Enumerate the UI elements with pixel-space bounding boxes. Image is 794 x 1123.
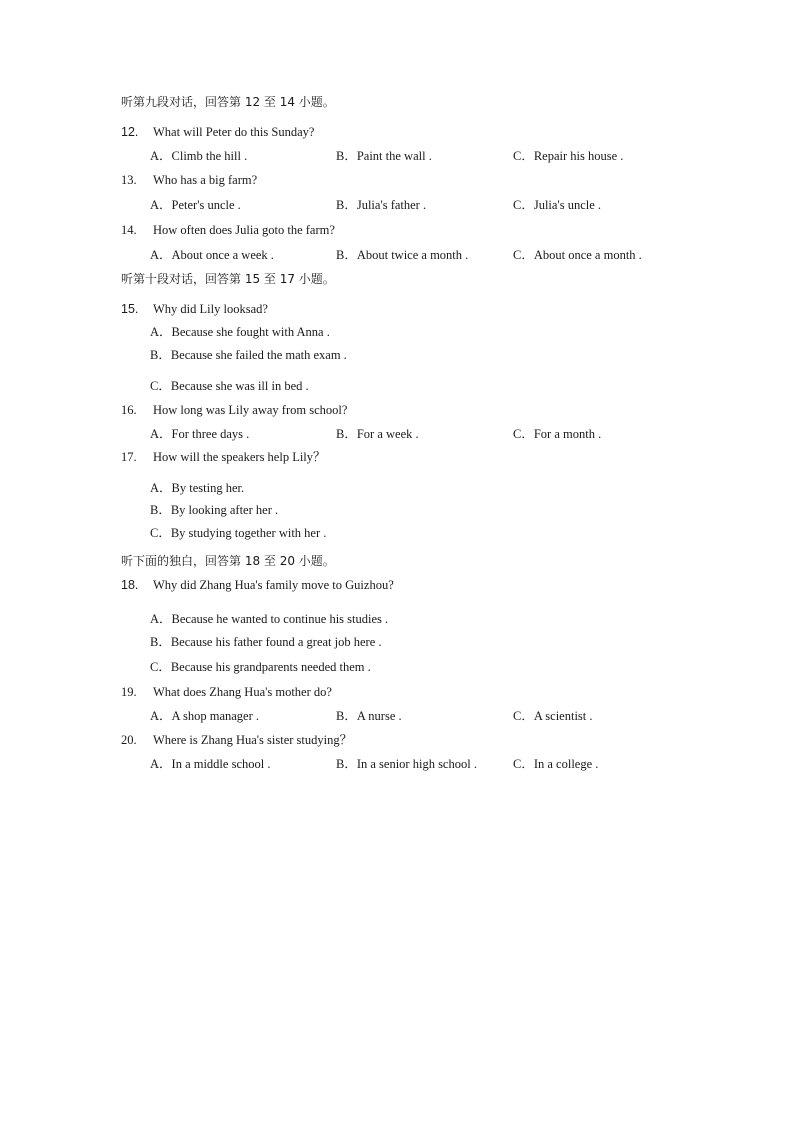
question-text: Why did Zhang Hua's family move to Guizhou? xyxy=(153,578,394,592)
option-a: A．Because he wanted to continue his studies . xyxy=(150,612,389,626)
option-b: B．A nurse . xyxy=(336,709,402,723)
option-c: C．By studying together with her . xyxy=(150,526,327,540)
option-a: A．Climb the hill . xyxy=(150,149,248,163)
option-c: C．About once a month . xyxy=(513,248,642,262)
question-number: 18. xyxy=(121,578,139,592)
option-a: A．A shop manager . xyxy=(150,709,260,723)
option-a: A．For three days . xyxy=(150,427,250,441)
question-text: How long was Lily away from school? xyxy=(153,403,348,417)
option-c: C．A scientist . xyxy=(513,709,593,723)
option-b: B．Julia's father . xyxy=(336,198,427,212)
question-text: How often does Julia goto the farm? xyxy=(153,223,335,237)
option-b: B．Because she failed the math exam . xyxy=(150,348,347,362)
option-c: C．In a college . xyxy=(513,757,599,771)
question-text: What does Zhang Hua's mother do? xyxy=(153,685,332,699)
question-number: 17. xyxy=(121,450,137,464)
question-number: 15. xyxy=(121,302,139,316)
option-b: B．By looking after her . xyxy=(150,503,279,517)
question-text: How will the speakers help Lily？ xyxy=(153,450,326,464)
section-heading: 听第九段对话，回答第 12 至 14 小题。 xyxy=(121,95,335,109)
section-heading: 听下面的独白，回答第 18 至 20 小题。 xyxy=(121,554,335,568)
option-c: C．Because his grandparents needed them . xyxy=(150,660,371,674)
question-text: What will Peter do this Sunday? xyxy=(153,125,315,139)
question-number: 19. xyxy=(121,685,137,699)
option-a: A．By testing her. xyxy=(150,481,245,495)
question-text: Why did Lily looksad? xyxy=(153,302,268,316)
option-b: B．In a senior high school . xyxy=(336,757,477,771)
option-a: A．About once a week . xyxy=(150,248,274,262)
option-a: A．Peter's uncle . xyxy=(150,198,241,212)
option-b: B．Paint the wall . xyxy=(336,149,432,163)
question-number: 13. xyxy=(121,173,137,187)
question-number: 20. xyxy=(121,733,137,747)
question-number: 16. xyxy=(121,403,137,417)
option-b: B．About twice a month . xyxy=(336,248,469,262)
question-text: Who has a big farm? xyxy=(153,173,258,187)
question-number: 12. xyxy=(121,125,139,139)
option-b: B．Because his father found a great job here . xyxy=(150,635,382,649)
option-a: A．Because she fought with Anna . xyxy=(150,325,330,339)
question-number: 14. xyxy=(121,223,137,237)
section-heading: 听第十段对话，回答第 15 至 17 小题。 xyxy=(121,272,335,286)
option-a: A．In a middle school . xyxy=(150,757,271,771)
option-c: C．Julia's uncle . xyxy=(513,198,602,212)
option-c: C．Repair his house . xyxy=(513,149,624,163)
option-c: C．Because she was ill in bed . xyxy=(150,379,309,393)
option-b: B．For a week . xyxy=(336,427,419,441)
option-c: C．For a month . xyxy=(513,427,602,441)
question-text: Where is Zhang Hua's sister studying？ xyxy=(153,733,353,747)
